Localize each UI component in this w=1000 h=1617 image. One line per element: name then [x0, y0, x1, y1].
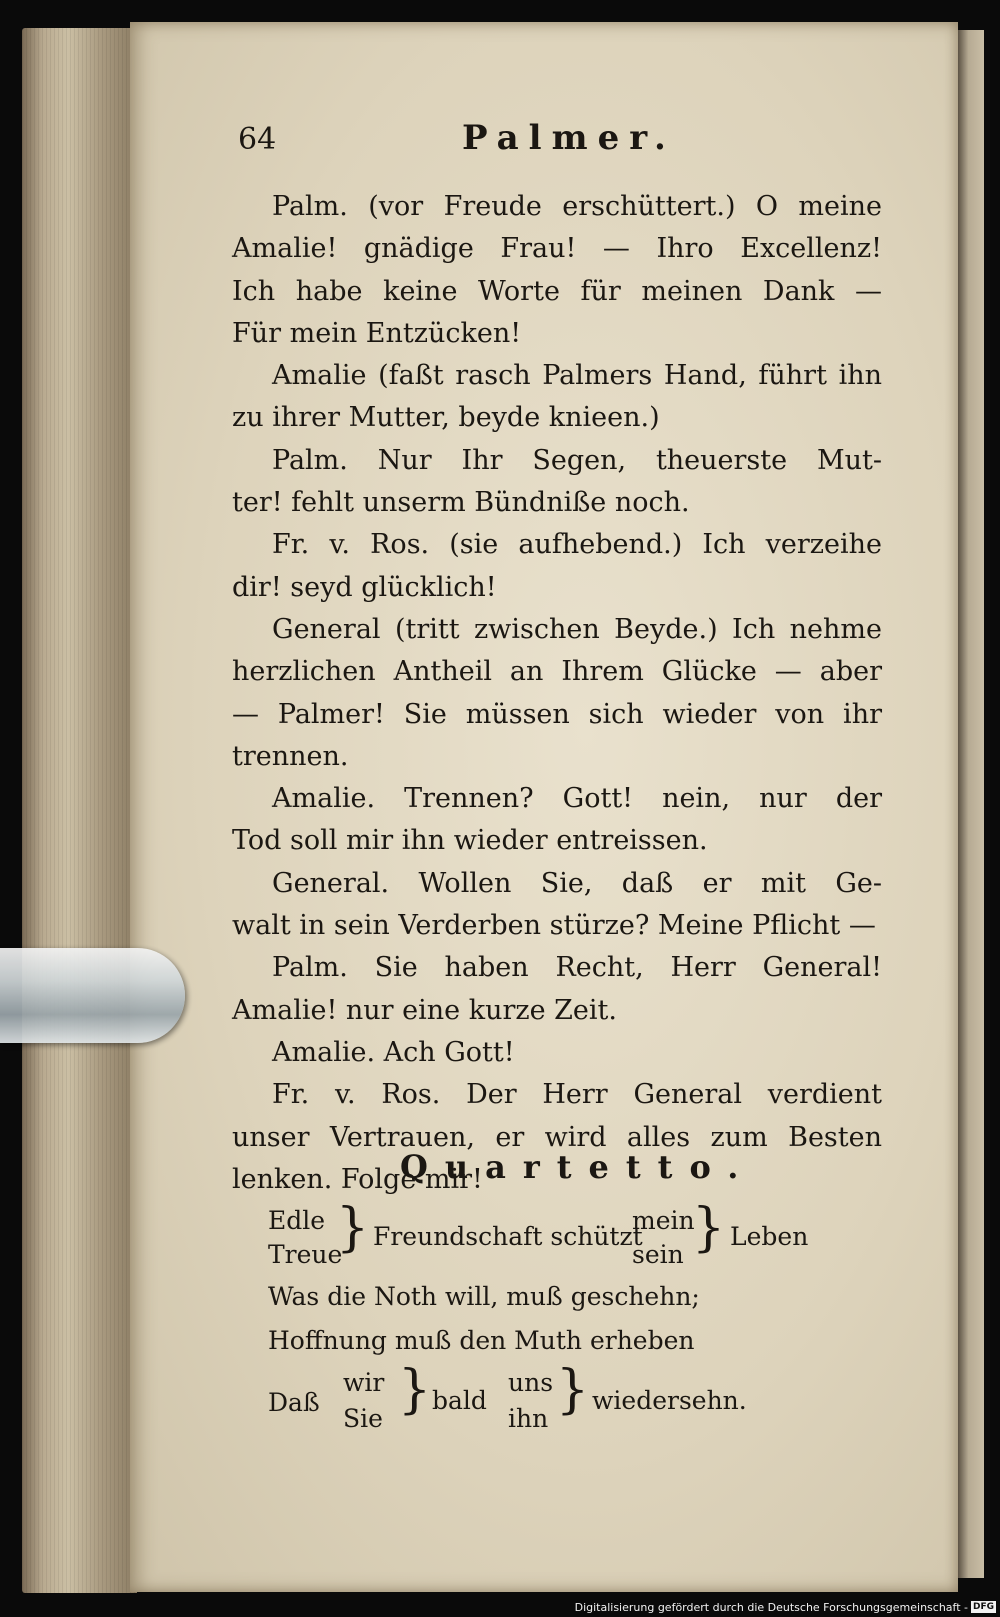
paragraph-ros-1	[232, 524, 882, 609]
verse-word: wiedersehn.	[592, 1386, 747, 1415]
paragraph-palm-3	[232, 947, 882, 1032]
text-line: Amalie (faßt rasch Palmers Hand, führt ihn	[272, 360, 882, 392]
text-line: Palm. Sie haben Recht, Herr General!	[272, 952, 882, 984]
text-line: zu ihrer Mutter, beyde knieen.)	[232, 402, 660, 434]
book-page-edges	[22, 28, 137, 1593]
verse-word: Leben	[730, 1222, 809, 1251]
paragraph-amalie-3	[232, 1032, 882, 1074]
verse-word: uns	[508, 1368, 554, 1397]
paragraph-general-1	[232, 609, 882, 778]
verse-word: Sie	[343, 1404, 383, 1433]
brace-right: }	[692, 1198, 726, 1258]
page-number: 64	[238, 122, 277, 157]
paragraph-palm-2	[232, 440, 882, 525]
page-body-text	[232, 186, 882, 1201]
text-line: Tod soll mir ihn wieder entreissen.	[232, 825, 708, 857]
text-line: Palm. Nur Ihr Segen, theuerste Mut-	[272, 444, 882, 476]
text-line: Amalie! nur eine kurze Zeit.	[232, 994, 617, 1026]
verse-word: ihn	[508, 1404, 549, 1433]
text-line: trennen.	[232, 740, 349, 772]
text-line: dir! seyd glücklich!	[232, 571, 497, 603]
verse-word: mein	[632, 1206, 695, 1235]
text-line: Ich habe keine Worte für meinen Dank —	[232, 275, 882, 307]
text-line: lenken. Folge mir!	[232, 1163, 483, 1195]
verse-word: Treue	[268, 1240, 343, 1269]
brace-right: }	[336, 1198, 370, 1258]
text-line: Fr. v. Ros. Der Herr General verdient	[272, 1079, 882, 1111]
paragraph-amalie-2	[232, 778, 882, 863]
page-clip	[0, 948, 185, 1043]
paragraph-palm-1	[232, 186, 882, 355]
running-title: Palmer.	[462, 118, 676, 158]
text-line: unser Vertrauen, er wird alles zum Besten	[232, 1121, 882, 1153]
brace-right: }	[556, 1360, 590, 1420]
verse-line: Was die Noth will, muß geschehn;	[268, 1282, 700, 1311]
verse-word: bald	[432, 1386, 487, 1415]
dfg-logo: DFG	[972, 1602, 994, 1612]
text-line: herzlichen Antheil an Ihrem Glücke — aber	[232, 656, 882, 688]
verse-word: wir	[343, 1368, 385, 1397]
verse-word: Edle	[268, 1206, 326, 1235]
verse-word: sein	[632, 1240, 684, 1269]
text-line: ter! fehlt unserm Bündniße noch.	[232, 487, 690, 519]
paragraph-amalie-1	[232, 355, 882, 440]
text-line: Amalie. Trennen? Gott! nein, nur der	[272, 783, 882, 815]
text-line: Für mein Entzücken!	[232, 317, 522, 349]
facing-page-edge	[958, 30, 984, 1578]
text-line: Palm. (vor Freude erschüttert.) O meine	[272, 191, 882, 222]
brace-right: }	[398, 1360, 432, 1420]
text-line: General. Wollen Sie, daß er mit Ge-	[272, 867, 882, 899]
text-line: Fr. v. Ros. (sie aufhebend.) Ich verzeihe	[272, 529, 882, 561]
text-line: walt in sein Verderben stürze? Meine Pflicht —	[232, 910, 876, 942]
verse-word: Freundschaft schützt	[373, 1222, 643, 1251]
verse-word: Daß	[268, 1388, 320, 1417]
quartetto-heading: Quartetto.	[400, 1148, 756, 1186]
text-line: Amalie. Ach Gott!	[272, 1036, 515, 1068]
credit-text: Digitalisierung gefördert durch die Deutsche Forschungsgemeinschaft -	[574, 1600, 968, 1614]
text-line: General (tritt zwischen Beyde.) Ich nehme	[272, 613, 882, 645]
verse-line: Hoffnung muß den Muth erheben	[268, 1326, 695, 1355]
digitization-credit	[575, 1599, 996, 1615]
text-line: — Palmer! Sie müssen sich wieder von ihr	[232, 698, 882, 730]
text-line: Amalie! gnädige Frau! — Ihro Excellenz!	[232, 233, 882, 265]
paragraph-general-2	[232, 863, 882, 948]
